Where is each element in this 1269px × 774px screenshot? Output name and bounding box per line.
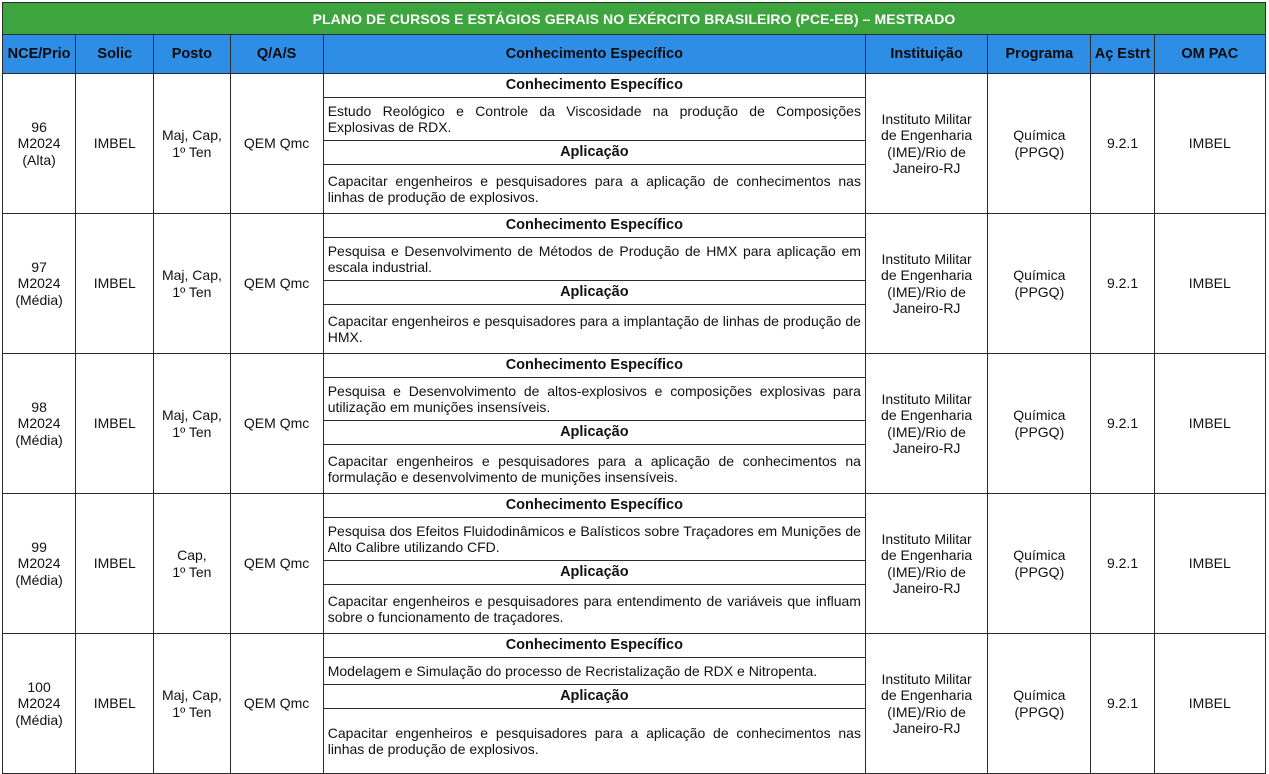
solic-cell: IMBEL — [76, 354, 154, 494]
om-pac-cell: IMBEL — [1154, 494, 1265, 634]
programa-cell: Química (PPGQ) — [988, 354, 1091, 494]
header-conhecimento: Conhecimento Específico — [323, 35, 865, 74]
om-pac-cell: IMBEL — [1154, 214, 1265, 354]
programa-cell: Química (PPGQ) — [988, 494, 1091, 634]
solic-cell: IMBEL — [76, 214, 154, 354]
aplicacao-text — [324, 709, 865, 773]
nce-prio-cell: 97 M2024 (Média) — [3, 214, 76, 354]
nce-prio-cell: 98 M2024 (Média) — [3, 354, 76, 494]
aplicacao-text — [324, 165, 865, 213]
posto-cell: Cap, 1º Ten — [154, 494, 230, 634]
header-ac-estrt: Aç Estrt — [1091, 35, 1154, 74]
aplicacao-text — [324, 445, 865, 493]
posto-cell: Maj, Cap, 1º Ten — [154, 634, 230, 774]
programa-cell: Química (PPGQ) — [988, 214, 1091, 354]
conhecimento-cell — [323, 494, 865, 634]
programa-cell: Química (PPGQ) — [988, 634, 1091, 774]
aplicacao-text — [324, 305, 865, 353]
qas-cell: QEM Qmc — [230, 354, 323, 494]
header-row — [3, 35, 1266, 74]
header-posto: Posto — [154, 35, 230, 74]
table-title: PLANO DE CURSOS E ESTÁGIOS GERAIS NO EXÉRCITO BRASILEIRO (PCE-EB) – MESTRADO — [3, 3, 1266, 35]
programa-cell: Química (PPGQ) — [988, 74, 1091, 214]
conhecimento-text — [324, 518, 865, 561]
nce-prio-cell: 100 M2024 (Média) — [3, 634, 76, 774]
conhecimento-subheader: Conhecimento Específico — [324, 214, 865, 238]
ac-estrt-cell: 9.2.1 — [1091, 634, 1154, 774]
ac-estrt-cell: 9.2.1 — [1091, 214, 1154, 354]
posto-cell: Maj, Cap, 1º Ten — [154, 214, 230, 354]
posto-cell: Maj, Cap, 1º Ten — [154, 354, 230, 494]
aplicacao-text-content: Capacitar engenheiros e pesquisadores para a implantação de linhas de produção de HMX. — [327, 313, 861, 345]
conhecimento-cell — [323, 354, 865, 494]
ac-estrt-cell: 9.2.1 — [1091, 494, 1154, 634]
table-row — [3, 354, 1266, 494]
qas-cell: QEM Qmc — [230, 74, 323, 214]
table-row — [3, 214, 1266, 354]
courses-table — [2, 2, 1266, 774]
header-nce-prio: NCE/Prio — [3, 35, 76, 74]
aplicacao-text — [324, 585, 865, 633]
conhecimento-text-content: Pesquisa dos Efeitos Fluidodinâmicos e Balísticos sobre Traçadores em Munições de Alto Calibre utilizando CFD. — [327, 523, 861, 555]
qas-cell: QEM Qmc — [230, 214, 323, 354]
conhecimento-subheader: Conhecimento Específico — [324, 634, 865, 658]
table-row — [3, 634, 1266, 774]
aplicacao-subheader: Aplicação — [324, 561, 865, 585]
instituicao-cell: Instituto Militar de Engenharia (IME)/Rio de Janeiro-RJ — [865, 634, 987, 774]
header-qas: Q/A/S — [230, 35, 323, 74]
nce-prio-cell: 99 M2024 (Média) — [3, 494, 76, 634]
document-page — [2, 2, 1266, 774]
conhecimento-subheader: Conhecimento Específico — [324, 354, 865, 378]
ac-estrt-cell: 9.2.1 — [1091, 354, 1154, 494]
aplicacao-subheader: Aplicação — [324, 281, 865, 305]
qas-cell: QEM Qmc — [230, 494, 323, 634]
om-pac-cell: IMBEL — [1154, 634, 1265, 774]
conhecimento-text-content: Modelagem e Simulação do processo de Recristalização de RDX e Nitropenta. — [327, 663, 818, 679]
instituicao-cell: Instituto Militar de Engenharia (IME)/Rio de Janeiro-RJ — [865, 354, 987, 494]
nce-prio-cell: 96 M2024 (Alta) — [3, 74, 76, 214]
aplicacao-text-content: Capacitar engenheiros e pesquisadores para a aplicação de conhecimentos nas linhas de produção de explosivos. — [327, 725, 861, 757]
conhecimento-cell — [323, 634, 865, 774]
instituicao-cell: Instituto Militar de Engenharia (IME)/Rio de Janeiro-RJ — [865, 214, 987, 354]
aplicacao-subheader: Aplicação — [324, 421, 865, 445]
conhecimento-subheader: Conhecimento Específico — [324, 74, 865, 98]
conhecimento-text-content: Pesquisa e Desenvolvimento de altos-explosivos e composições explosivas para utilização em munições insensíveis. — [327, 383, 861, 415]
header-instituicao: Instituição — [865, 35, 987, 74]
aplicacao-text-content: Capacitar engenheiros e pesquisadores para a aplicação de conhecimentos nas linhas de produção de explosivos. — [327, 173, 861, 205]
conhecimento-cell — [323, 74, 865, 214]
table-row — [3, 494, 1266, 634]
instituicao-cell: Instituto Militar de Engenharia (IME)/Rio de Janeiro-RJ — [865, 74, 987, 214]
conhecimento-text-content: Estudo Reológico e Controle da Viscosidade na produção de Composições Explosivas de RDX. — [327, 103, 861, 135]
conhecimento-text — [324, 658, 865, 685]
aplicacao-text-content: Capacitar engenheiros e pesquisadores para a aplicação de conhecimentos na formulação e desenvolvimento de munições insensíveis. — [327, 453, 861, 485]
ac-estrt-cell: 9.2.1 — [1091, 74, 1154, 214]
table-row — [3, 74, 1266, 214]
conhecimento-text-content: Pesquisa e Desenvolvimento de Métodos de Produção de HMX para aplicação em escala industrial. — [327, 243, 861, 275]
solic-cell: IMBEL — [76, 634, 154, 774]
conhecimento-text — [324, 238, 865, 281]
aplicacao-text-content: Capacitar engenheiros e pesquisadores para entendimento de variáveis que influam sobre o funcionamento de traçadores. — [327, 593, 861, 625]
header-solic: Solic — [76, 35, 154, 74]
om-pac-cell: IMBEL — [1154, 354, 1265, 494]
om-pac-cell: IMBEL — [1154, 74, 1265, 214]
conhecimento-subheader: Conhecimento Específico — [324, 494, 865, 518]
qas-cell: QEM Qmc — [230, 634, 323, 774]
solic-cell: IMBEL — [76, 494, 154, 634]
posto-cell: Maj, Cap, 1º Ten — [154, 74, 230, 214]
header-om-pac: OM PAC — [1154, 35, 1265, 74]
conhecimento-text — [324, 98, 865, 141]
aplicacao-subheader: Aplicação — [324, 685, 865, 709]
conhecimento-cell — [323, 214, 865, 354]
aplicacao-subheader: Aplicação — [324, 141, 865, 165]
instituicao-cell: Instituto Militar de Engenharia (IME)/Rio de Janeiro-RJ — [865, 494, 987, 634]
conhecimento-text — [324, 378, 865, 421]
header-programa: Programa — [988, 35, 1091, 74]
solic-cell: IMBEL — [76, 74, 154, 214]
